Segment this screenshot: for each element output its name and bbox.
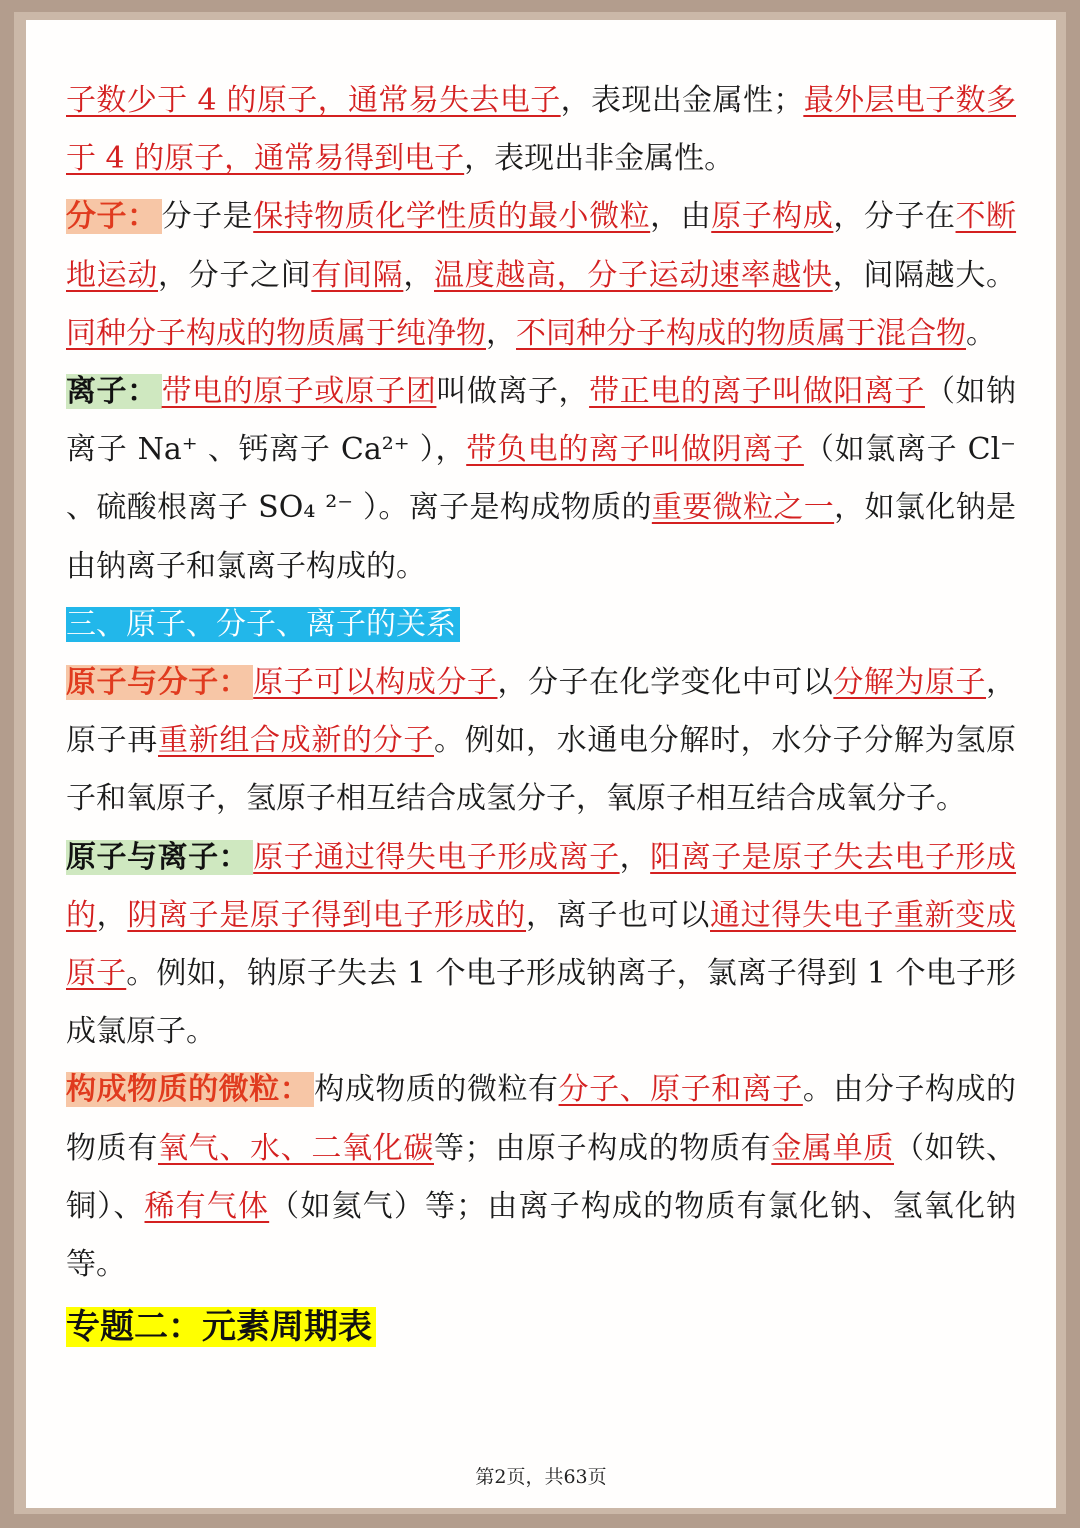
highlight-text: 温度越高，分子运动速率越快 — [434, 257, 833, 293]
highlight-text: 金属单质 — [771, 1130, 895, 1166]
highlight-text: 氧气、水、二氧化碳 — [158, 1130, 434, 1166]
body-text: （如氦气）等；由离子构成的物质有氯化钠、氢氧化钠等。 — [66, 1188, 1017, 1283]
body-text: 等；由原子构成的物质有 — [434, 1130, 772, 1166]
highlight-text: 阳离子是原子失去电子形成的 — [66, 839, 1017, 933]
body-text: ，表现出非金属性。 — [464, 141, 735, 177]
body-text: ，间隔越大。 — [832, 257, 1017, 293]
body-text: ， — [619, 839, 651, 875]
section-title: 三、原子、分子、离子的关系 — [66, 607, 460, 642]
paragraph-atom-ion — [66, 829, 1016, 1062]
body-text: ， — [486, 315, 516, 351]
highlight-text: 稀有气体 — [144, 1188, 270, 1224]
highlight-text: 不同种分子构成的物质属于混合物 — [516, 315, 966, 351]
highlight-text: 保持物质化学性质的最小微粒 — [253, 199, 651, 235]
highlight-text: 重新组合成新的分子 — [158, 723, 434, 759]
highlight-text: 阴离子是原子得到电子形成的 — [127, 897, 527, 933]
highlight-text: 子数少于 4 的原子，通常易失去电子 — [66, 83, 561, 118]
body-text: 叫做离子， — [436, 374, 590, 410]
body-text: ，如氯化钠是由钠离子和氯离子构成的。 — [66, 490, 1017, 584]
document-content — [66, 72, 1016, 1358]
body-text: ， — [96, 897, 128, 933]
body-text: ， — [403, 257, 435, 293]
label-ion: 离子： — [66, 374, 162, 409]
label-molecule: 分子： — [66, 199, 162, 234]
topic-title: 专题二：元素周期表 — [66, 1307, 376, 1347]
highlight-text: 不断地运动 — [66, 199, 1017, 293]
body-text: ，分子在 — [833, 199, 956, 235]
body-text: （如氯离子 Cl⁻ 、硫酸根离子 SO₄ ²⁻ ）。离子是构成物质的 — [66, 432, 1017, 526]
highlight-text: 原子通过得失电子形成离子 — [253, 839, 620, 875]
page-number: 第2页，共63页 — [475, 1466, 607, 1488]
topic-heading — [66, 1298, 1016, 1358]
highlight-text: 通过得失电子重新变成原子 — [66, 897, 1017, 992]
body-text: ，分子在化学变化中可以 — [497, 665, 834, 701]
body-text: 。例如，钠原子失去 1 个电子形成钠离子，氯离子得到 1 个电子形成氯原子。 — [66, 956, 1016, 1050]
body-text: ，原子再 — [66, 665, 1017, 759]
section-heading-relations — [66, 596, 1016, 654]
highlight-text: 原子可以构成分子 — [253, 665, 498, 701]
highlight-text: 分解为原子 — [833, 665, 987, 701]
body-text: 构成物质的微粒有 — [314, 1072, 559, 1108]
body-text: 。由分子构成的物质有 — [66, 1072, 1017, 1166]
body-text: 分子是 — [161, 199, 254, 235]
label-atom-molecule: 原子与分子： — [66, 665, 253, 700]
paragraph-particles — [66, 1061, 1016, 1294]
highlight-text: 原子构成 — [711, 199, 834, 235]
label-particles: 构成物质的微粒： — [66, 1072, 314, 1107]
highlight-text: 重要微粒之一 — [651, 490, 835, 526]
highlight-text: 同种分子构成的物质属于纯净物 — [66, 315, 486, 351]
body-text: ，由 — [650, 199, 712, 235]
paragraph-molecule — [66, 188, 1016, 363]
body-text: ，表现出金属性； — [560, 83, 804, 118]
body-text: 。例如，水通电分解时，水分子分解为氢原子和氧原子，氢原子相互结合成氢分子，氧原子相互结合成氧分子。 — [66, 723, 1016, 817]
highlight-text: 带正电的离子叫做阳离子 — [589, 374, 925, 410]
body-text: （如铁、铜）、 — [66, 1130, 1017, 1224]
body-text: ，离子也可以 — [526, 897, 711, 933]
paragraph-ion — [66, 363, 1016, 596]
label-atom-ion: 原子与离子： — [66, 840, 253, 875]
highlight-text: 最外层电子数多于 4 的原子，通常易得到电子 — [66, 83, 1016, 177]
highlight-text: 带负电的离子叫做阴离子 — [466, 432, 804, 468]
highlight-text: 有间隔 — [311, 257, 404, 293]
body-text: ，分子之间 — [158, 257, 312, 293]
paragraph-outer-electrons — [66, 72, 1016, 188]
highlight-text: 分子、原子和离子 — [558, 1072, 803, 1108]
body-text: （如钠离子 Na⁺ 、钙离子 Ca²⁺ ）， — [66, 374, 1017, 468]
paragraph-atom-molecule — [66, 654, 1016, 829]
document-page — [26, 20, 1056, 1508]
body-text: 。 — [966, 315, 996, 351]
highlight-text: 带电的原子或原子团 — [161, 374, 437, 410]
